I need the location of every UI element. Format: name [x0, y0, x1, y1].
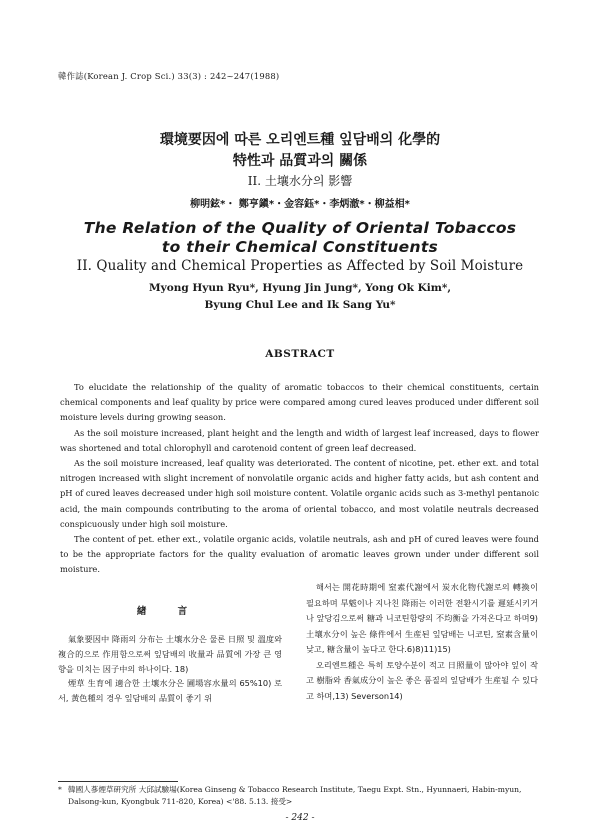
footnote-rule	[58, 781, 178, 782]
page-number: - 242 -	[285, 813, 315, 823]
right-paragraph: 오리엔트種은 특히 토양수분이 적고 日照量이 많아야 잎이 작고 樹脂와 香氣成分이 높은 좋은 품질의 잎담배가 生産될 수 있다고 하며,13) Severson14)	[306, 659, 538, 701]
footnote-text: 韓國人蔘煙草硏究所 大邱試驗場(Korea Ginseng & Tobacco Research Institute, Taegu Expt. Stn., Hyunnaeri, Habin-myun, Dalsong-kun, Kyongbuk 711-820, Korea) <'88. 5.13. 接受>	[68, 785, 522, 806]
english-title-line-1: The Relation of the Quality of Oriental Tobaccos	[83, 219, 517, 237]
korean-authors: 柳明鉉*・ 鄭亨鎭*・金容鈺*・李炳澈*・柳益相*	[190, 199, 410, 210]
korean-title-line-2: 特性과 品質과의 關係	[232, 153, 368, 169]
english-authors-line-1: Myong Hyun Ryu*, Hyung Jin Jung*, Yong Ok Kim*,	[149, 282, 451, 294]
left-paragraph: 氣象要因中 降雨의 分布는 土壤水分은 물론 日照 및 溫度와 複合的으로 作用함으로써 잎담배의 收量과 品質에 가장 큰 영향을 미치는 因子中의 하나이다. 18)	[58, 634, 282, 674]
footnote	[58, 784, 538, 808]
abstract-paragraph: The content of pet. ether ext., volatile organic acids, volatile neutrals, ash and pH of cured leaves were found to be the appropriate factors for the quality evaluation of aromatic leaves grown under under different soil moisture.	[60, 534, 539, 575]
journal-citation: 韓作誌(Korean J. Crop Sci.) 33(3) : 242~247(1988)	[58, 71, 280, 81]
korean-subtitle: II. 土壤水分의 影響	[247, 174, 353, 188]
abstract-paragraph: As the soil moisture increased, leaf quality was deteriorated. The content of nicotine, pet. ether ext. and total nitrogen increased with slight increment of nonvolatile organic acids and higher fatty acids, but ash content and pH of cured leaves decreased under high soil moisture content. Volatile organic acids such as 3-methyl pentanoic acid, the main compounds contributing to the aroma of oriental tobacco, and most volatile neutrals decreased conspicuously under high soil moisture.	[60, 458, 539, 529]
abstract-paragraph: As the soil moisture increased, plant height and the length and width of largest leaf increased, days to flower was shortened and total chlorophyll and carotenoid content of green leaf decreased.	[60, 427, 539, 453]
left-column	[58, 632, 282, 706]
footnote-marker: *	[58, 785, 62, 794]
left-paragraph: 煙草 生育에 適合한 土壤水分은 圃場容水量의 65%10) 로서, 黃色種의 경우 잎담배의 品質이 좋기 위	[58, 678, 282, 704]
introduction-heading: 緖 言	[136, 606, 202, 617]
english-authors-line-2: Byung Chul Lee and Ik Sang Yu*	[204, 299, 396, 311]
right-paragraph: 해서는 開花時期에 窒素代謝에서 炭水化物代謝로의 轉換이 필요하며 旱魃이나 지나친 降雨는 이러한 전환시기를 遲延시키거나 앞당김으로써 糖과 니코틴함량의 不均衡을 가져온다고 하며9) 土壤水分이 높은 條件에서 生産된 잎담배는 니코틴, 窒素含量이 낮고, 糖含量이 높다고 한다.6)8)11)15)	[306, 582, 538, 654]
abstract-body	[60, 380, 539, 578]
korean-title-line-1: 環境要因에 따른 오리엔트種 잎담배의 化學的	[159, 132, 441, 148]
right-column	[306, 580, 538, 704]
english-title-line-2: to their Chemical Constituents	[161, 238, 439, 256]
abstract-heading: ABSTRACT	[265, 348, 335, 360]
abstract-paragraph: To elucidate the relationship of the quality of aromatic tobaccos to their chemical constituents, certain chemical components and leaf quality by price were compared among cured leaves produced under different soil moisture levels during growing season.	[60, 382, 539, 423]
english-subtitle: II. Quality and Chemical Properties as Affected by Soil Moisture	[76, 258, 524, 274]
